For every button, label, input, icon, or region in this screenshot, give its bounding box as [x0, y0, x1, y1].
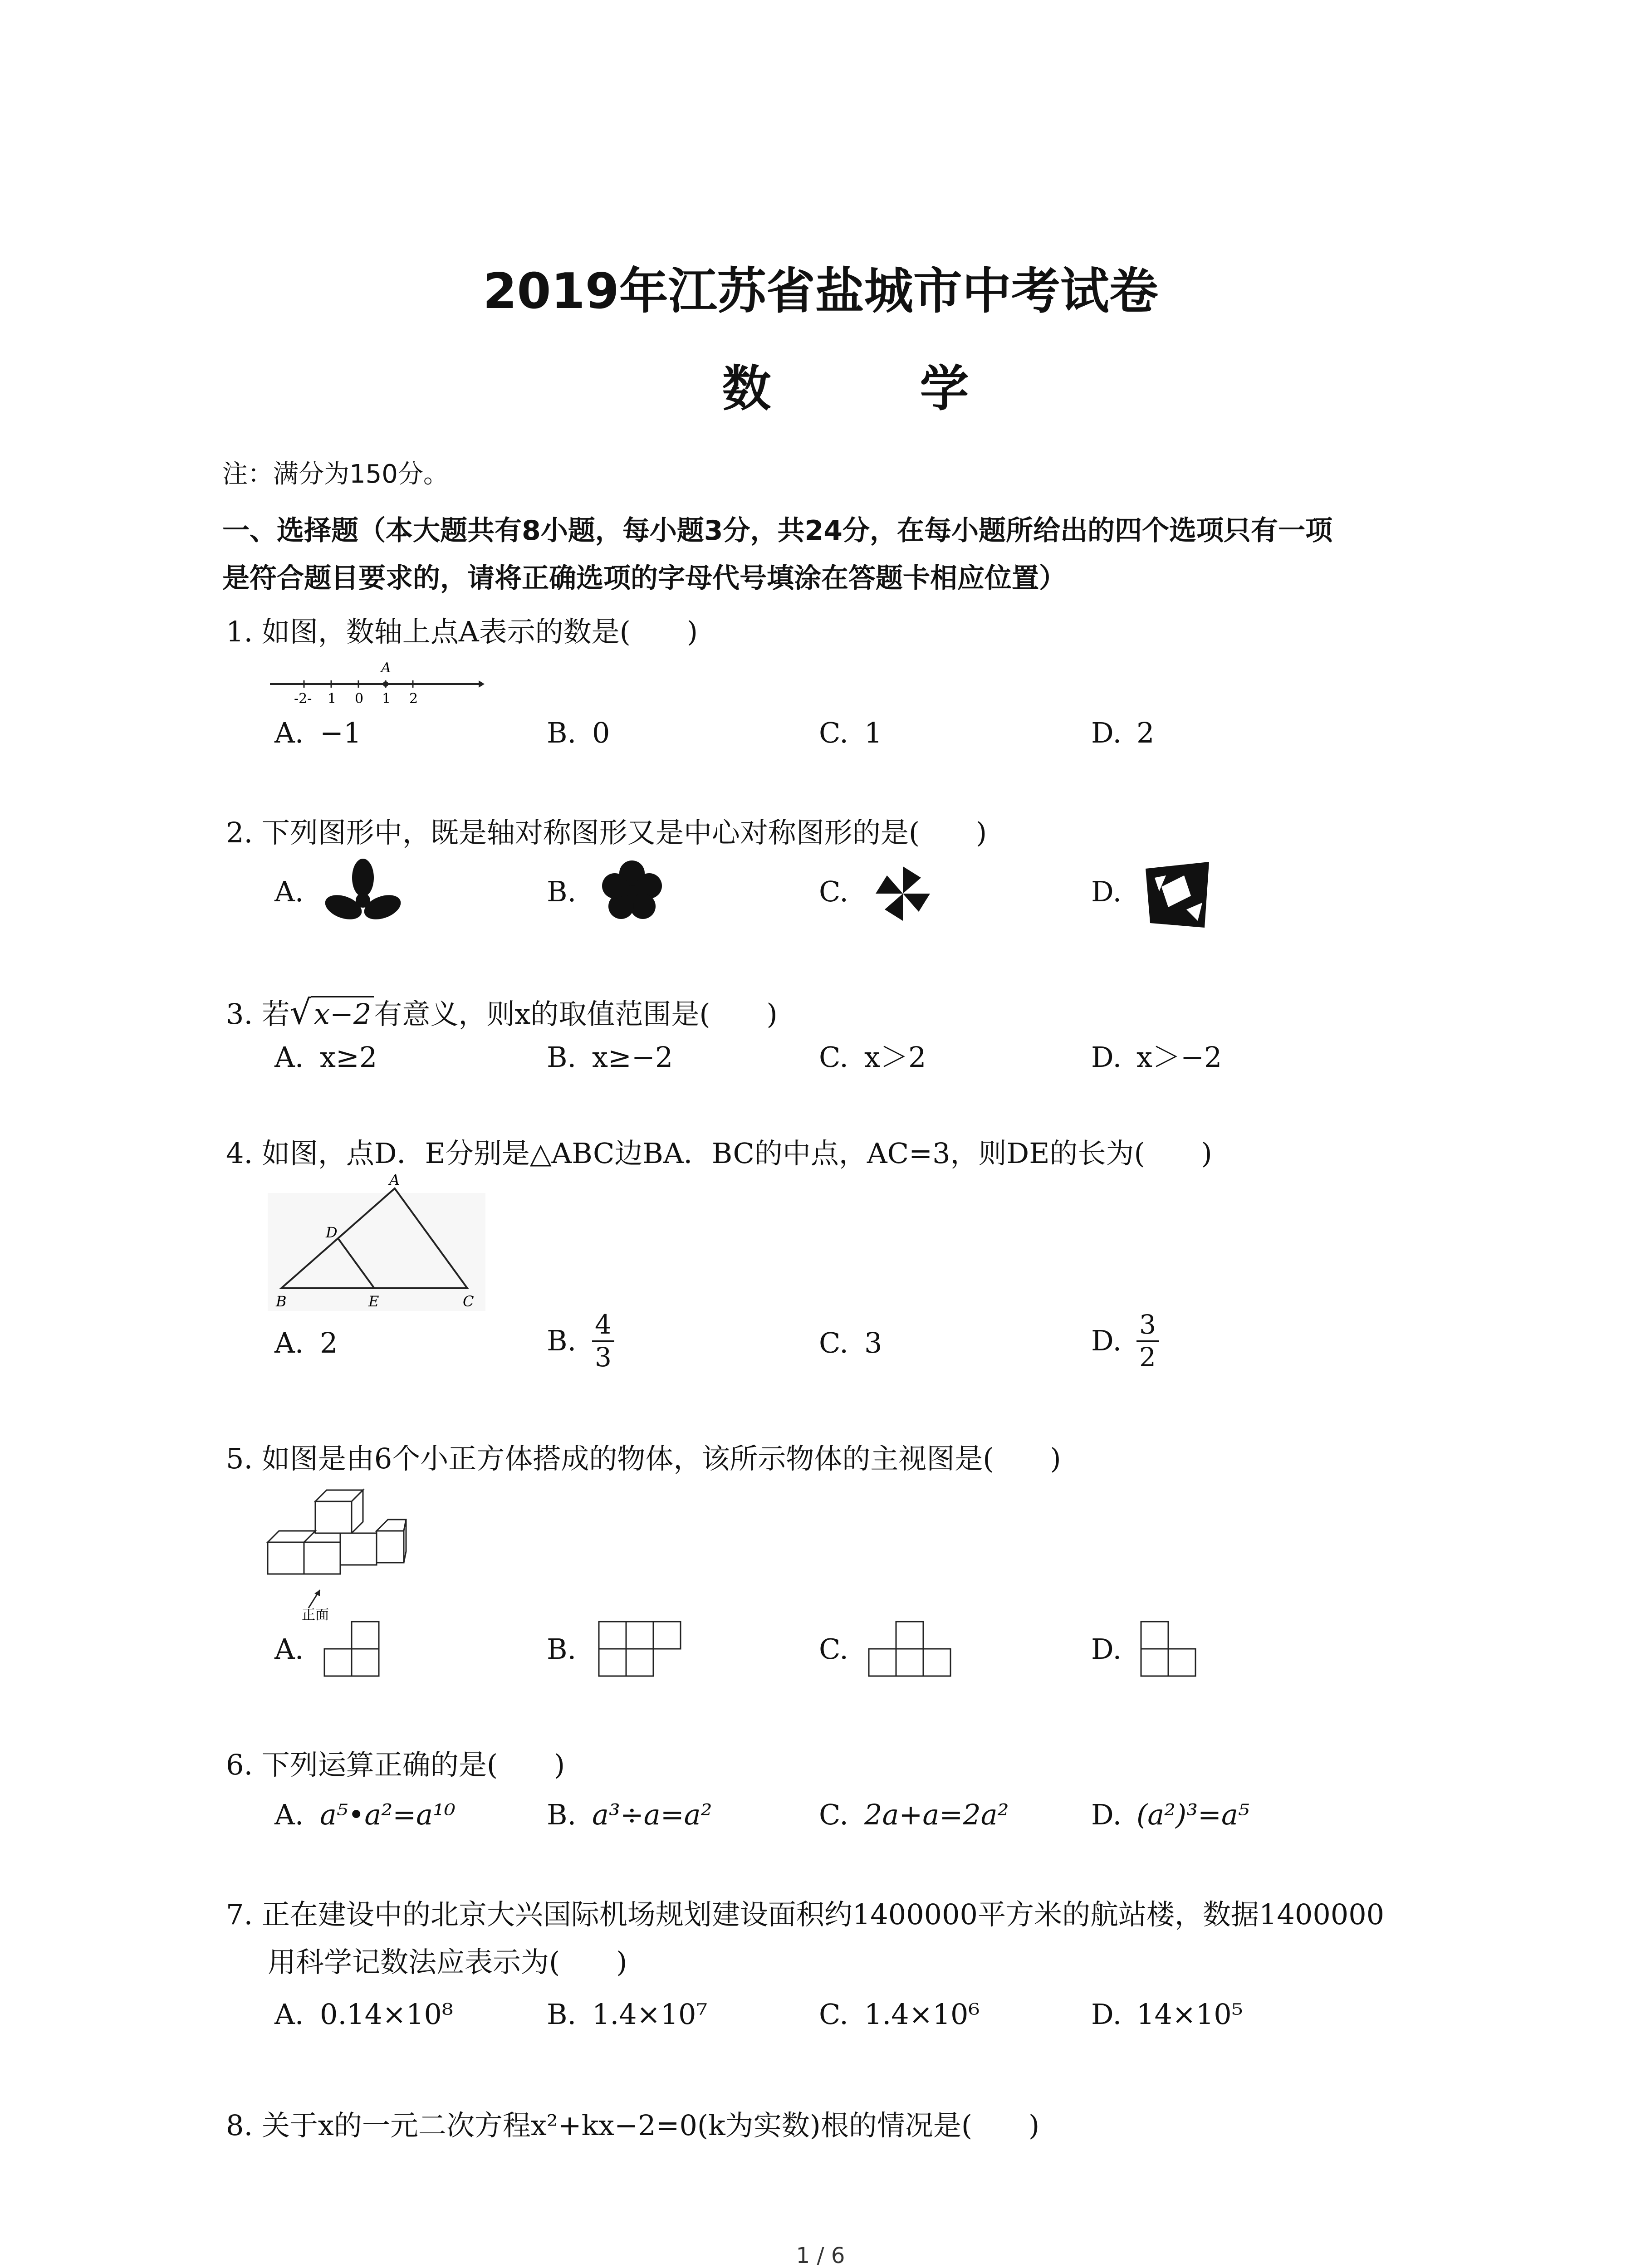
number-line-arrow [479, 680, 485, 688]
option-label: B. [547, 716, 577, 749]
front-view-label: 正面 [302, 1607, 329, 1623]
q1-number-line-figure [268, 653, 485, 708]
option-label: C. [819, 1326, 848, 1359]
q7-option-d[interactable] [1091, 1998, 1243, 2031]
fraction: $\frac{4}{3}$ [592, 1311, 614, 1371]
tick-label: 2 [409, 691, 418, 707]
option-text: x＞−2 [1136, 1041, 1222, 1074]
page-number: 1 / 6 [796, 2243, 845, 2268]
q7-option-c[interactable] [819, 1998, 980, 2031]
option-label: D. [1091, 1633, 1122, 1666]
q4-option-d[interactable] [1091, 1311, 1159, 1371]
q5-option-c[interactable] [819, 1633, 864, 1666]
option-label: B. [547, 875, 577, 908]
q3-option-c[interactable] [819, 1041, 926, 1074]
option-label: A. [274, 875, 304, 908]
option-label: A. [274, 1326, 304, 1359]
q6-option-a[interactable] [274, 1798, 456, 1831]
option-label: C. [819, 1041, 848, 1074]
q5-option-a[interactable] [274, 1633, 320, 1666]
option-label: B. [547, 1324, 577, 1358]
option-text: 0.14×10⁸ [320, 1998, 453, 2031]
svg-text:C: C [463, 1293, 474, 1310]
option-label: B. [547, 1633, 577, 1666]
option-label: C. [819, 1998, 848, 2031]
option-text: 3 [864, 1326, 882, 1359]
option-text: −1 [320, 716, 362, 749]
q7-option-b[interactable] [547, 1998, 708, 2031]
option-label: B. [547, 1041, 577, 1074]
option-label: A. [274, 1798, 304, 1831]
front-view-b-icon [597, 1619, 687, 1678]
option-label: A. [274, 1633, 304, 1666]
option-label: D. [1091, 1041, 1122, 1074]
q3-stem-prefix: 3. 若 [226, 997, 290, 1031]
q2-option-c[interactable] [819, 875, 864, 908]
q2-option-b[interactable] [547, 875, 592, 908]
q1-option-c[interactable] [819, 716, 882, 749]
option-label: C. [819, 1798, 848, 1831]
q5-option-b[interactable] [547, 1633, 592, 1666]
svg-text:E: E [368, 1293, 379, 1310]
question-2-stem: 2. 下列图形中，既是轴对称图形又是中心对称图形的是( ) [226, 816, 987, 849]
option-text: 1 [864, 716, 882, 749]
q2-option-d[interactable] [1091, 875, 1136, 908]
section-heading-line1: 一、选择题（本大题共有8小题，每小题3分，共24分，在每小题所给出的四个选项只有一项 [222, 515, 1332, 547]
svg-text:B: B [276, 1293, 287, 1310]
option-text: 14×10⁵ [1136, 1998, 1243, 2031]
tick-label: 0 [355, 691, 364, 707]
page-title: 2019年江苏省盐城市中考试卷 [483, 263, 1158, 320]
option-text: (a²)³=a⁵ [1136, 1798, 1249, 1831]
point-a-dot [383, 681, 388, 687]
option-text: 1.4×10⁷ [592, 1998, 708, 2031]
option-text: 2a+a=2a² [864, 1798, 1009, 1831]
tick-label: 1 [328, 691, 337, 707]
front-view-a-icon [322, 1619, 381, 1678]
option-label: B. [547, 1998, 577, 2031]
option-text: a³÷a=a² [592, 1798, 712, 1831]
option-label: D. [1091, 1798, 1122, 1831]
q1-option-a[interactable] [274, 716, 362, 749]
q1-option-b[interactable] [547, 716, 610, 749]
tangram-square-shape-icon [1141, 860, 1214, 932]
tick-label: -2- [294, 691, 312, 707]
flower-shape-icon [598, 860, 666, 923]
option-text: x≥−2 [592, 1041, 673, 1074]
option-text: x＞2 [864, 1041, 926, 1074]
option-text: 2 [1136, 716, 1155, 749]
option-label: A. [274, 716, 304, 749]
q6-option-c[interactable] [819, 1798, 1009, 1831]
option-text: a⁵•a²=a¹⁰ [320, 1798, 456, 1831]
q3-option-d[interactable] [1091, 1041, 1222, 1074]
question-8-stem: 8. 关于x的一元二次方程x²+kx−2=0(k为实数)根的情况是( ) [226, 2109, 1040, 2142]
q5-cube-stack-figure [265, 1481, 415, 1622]
option-label: D. [1091, 875, 1122, 908]
front-view-d-icon [1139, 1619, 1198, 1678]
q3-option-a[interactable] [274, 1041, 377, 1074]
option-text: 2 [320, 1326, 338, 1359]
q2-option-a[interactable] [274, 875, 320, 908]
q4-triangle-figure [268, 1171, 485, 1311]
q4-option-b[interactable] [547, 1311, 614, 1371]
question-4-stem: 4. 如图，点D．E分别是△ABC边BA．BC的中点，AC=3，则DE的长为( ) [226, 1137, 1212, 1170]
q6-option-d[interactable] [1091, 1798, 1249, 1831]
q7-option-a[interactable] [274, 1998, 453, 2031]
score-note: 注：满分为150分。 [222, 459, 449, 489]
option-text: 1.4×10⁶ [864, 1998, 980, 2031]
q4-option-c[interactable] [819, 1326, 882, 1359]
option-text: 0 [592, 716, 610, 749]
q3-stem-suffix: 有意义，则x的取值范围是( ) [374, 997, 778, 1031]
fraction: $\frac{3}{2}$ [1136, 1311, 1159, 1371]
question-7-stem-line2: 用科学记数法应表示为( ) [268, 1945, 627, 1979]
option-label: A. [274, 1998, 304, 2031]
option-text: x≥2 [320, 1041, 377, 1074]
question-6-stem: 6. 下列运算正确的是( ) [226, 1748, 565, 1781]
question-5-stem: 5. 如图是由6个小正方体搭成的物体，该所示物体的主视图是( ) [226, 1442, 1061, 1475]
svg-text:D: D [326, 1224, 338, 1241]
front-view-c-icon [867, 1619, 957, 1678]
option-label: D. [1091, 1324, 1122, 1358]
section-heading-line2: 是符合题目要求的，请将正确选项的字母代号填涂在答题卡相应位置） [222, 562, 1066, 594]
option-label: C. [819, 716, 848, 749]
sqrt-sign: √ [289, 993, 312, 1032]
option-label: D. [1091, 716, 1122, 749]
option-label: C. [819, 1633, 848, 1666]
q6-option-b[interactable] [547, 1798, 712, 1831]
q1-option-d[interactable] [1091, 716, 1155, 749]
q5-option-d[interactable] [1091, 1633, 1136, 1666]
tick-label: 1 [382, 691, 391, 707]
question-7-stem-line1: 7. 正在建设中的北京大兴国际机场规划建设面积约1400000平方米的航站楼，数据1400000 [226, 1898, 1385, 1931]
point-a-label: A [381, 660, 391, 676]
question-3-stem [226, 993, 778, 1032]
q3-radicand: x−2 [311, 996, 374, 1031]
subject-title: 数 学 [722, 361, 1019, 417]
q4-option-a[interactable] [274, 1326, 338, 1359]
q3-option-b[interactable] [547, 1041, 673, 1074]
option-label: B. [547, 1798, 577, 1831]
option-label: C. [819, 875, 848, 908]
svg-text:A: A [389, 1171, 400, 1188]
question-1-stem: 1. 如图，数轴上点A表示的数是( ) [226, 615, 698, 648]
option-label: D. [1091, 1998, 1122, 2031]
three-leaf-shape-icon [324, 857, 402, 925]
option-label: A. [274, 1041, 304, 1074]
pinwheel-shape-icon [869, 860, 937, 928]
